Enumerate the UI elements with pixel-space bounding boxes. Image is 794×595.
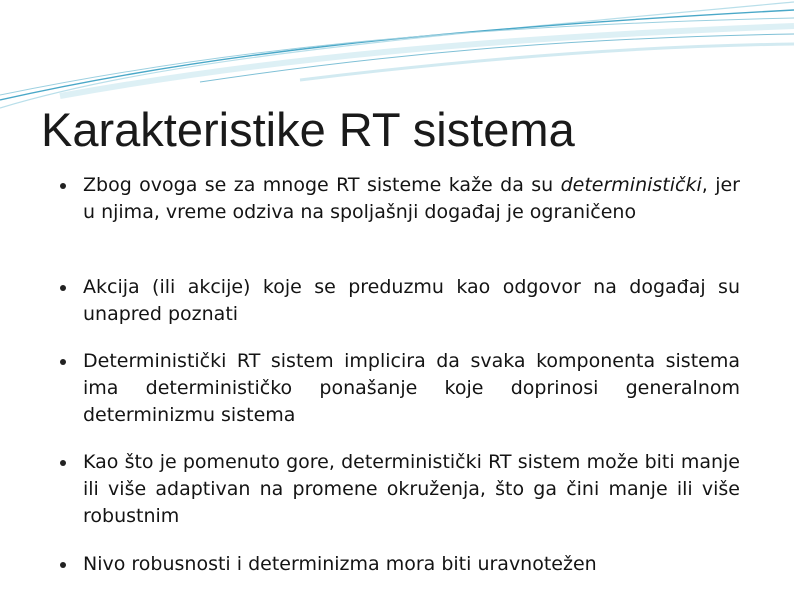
- bullet-dot-icon: [60, 183, 66, 189]
- decorative-swoosh: [0, 0, 794, 110]
- bullet-dot-icon: [60, 359, 66, 365]
- bullet-item-2: [60, 274, 740, 328]
- bullet-text-suffix: , jer u njima, vreme odziva na spoljašnji događaj je ograničeno: [83, 174, 740, 223]
- bullet-dot-icon: [60, 562, 66, 568]
- bullet-item-1: [60, 172, 740, 226]
- slide-title: Karakteristike RT sistema: [41, 103, 575, 156]
- bullet-item-4: [60, 449, 740, 530]
- bullet-dot-icon: [60, 460, 66, 466]
- bullet-text: Akcija (ili akcije) koje se preduzmu kao odgovor na događaj su unapred poznati: [83, 276, 740, 325]
- bullet-text-prefix: Zbog ovoga se za mnoge RT sisteme kaže da su: [83, 174, 561, 196]
- bullet-text: Deterministički RT sistem implicira da svaka komponenta sistema ima determinističko ponašanje koje doprinosi generalnom determinizmu sistema: [83, 350, 740, 426]
- bullet-item-5: [60, 551, 597, 578]
- bullet-text: Kao što je pomenuto gore, deterministički RT sistem može biti manje ili više adaptivan na promene okruženja, što ga čini manje ili više robustnim: [83, 451, 740, 527]
- bullet-item-3: [60, 348, 740, 429]
- bullet-text: Nivo robusnosti i determinizma mora biti uravnotežen: [83, 553, 597, 575]
- bullet-text-emphasis: deterministički: [560, 174, 702, 196]
- bullet-dot-icon: [60, 285, 66, 291]
